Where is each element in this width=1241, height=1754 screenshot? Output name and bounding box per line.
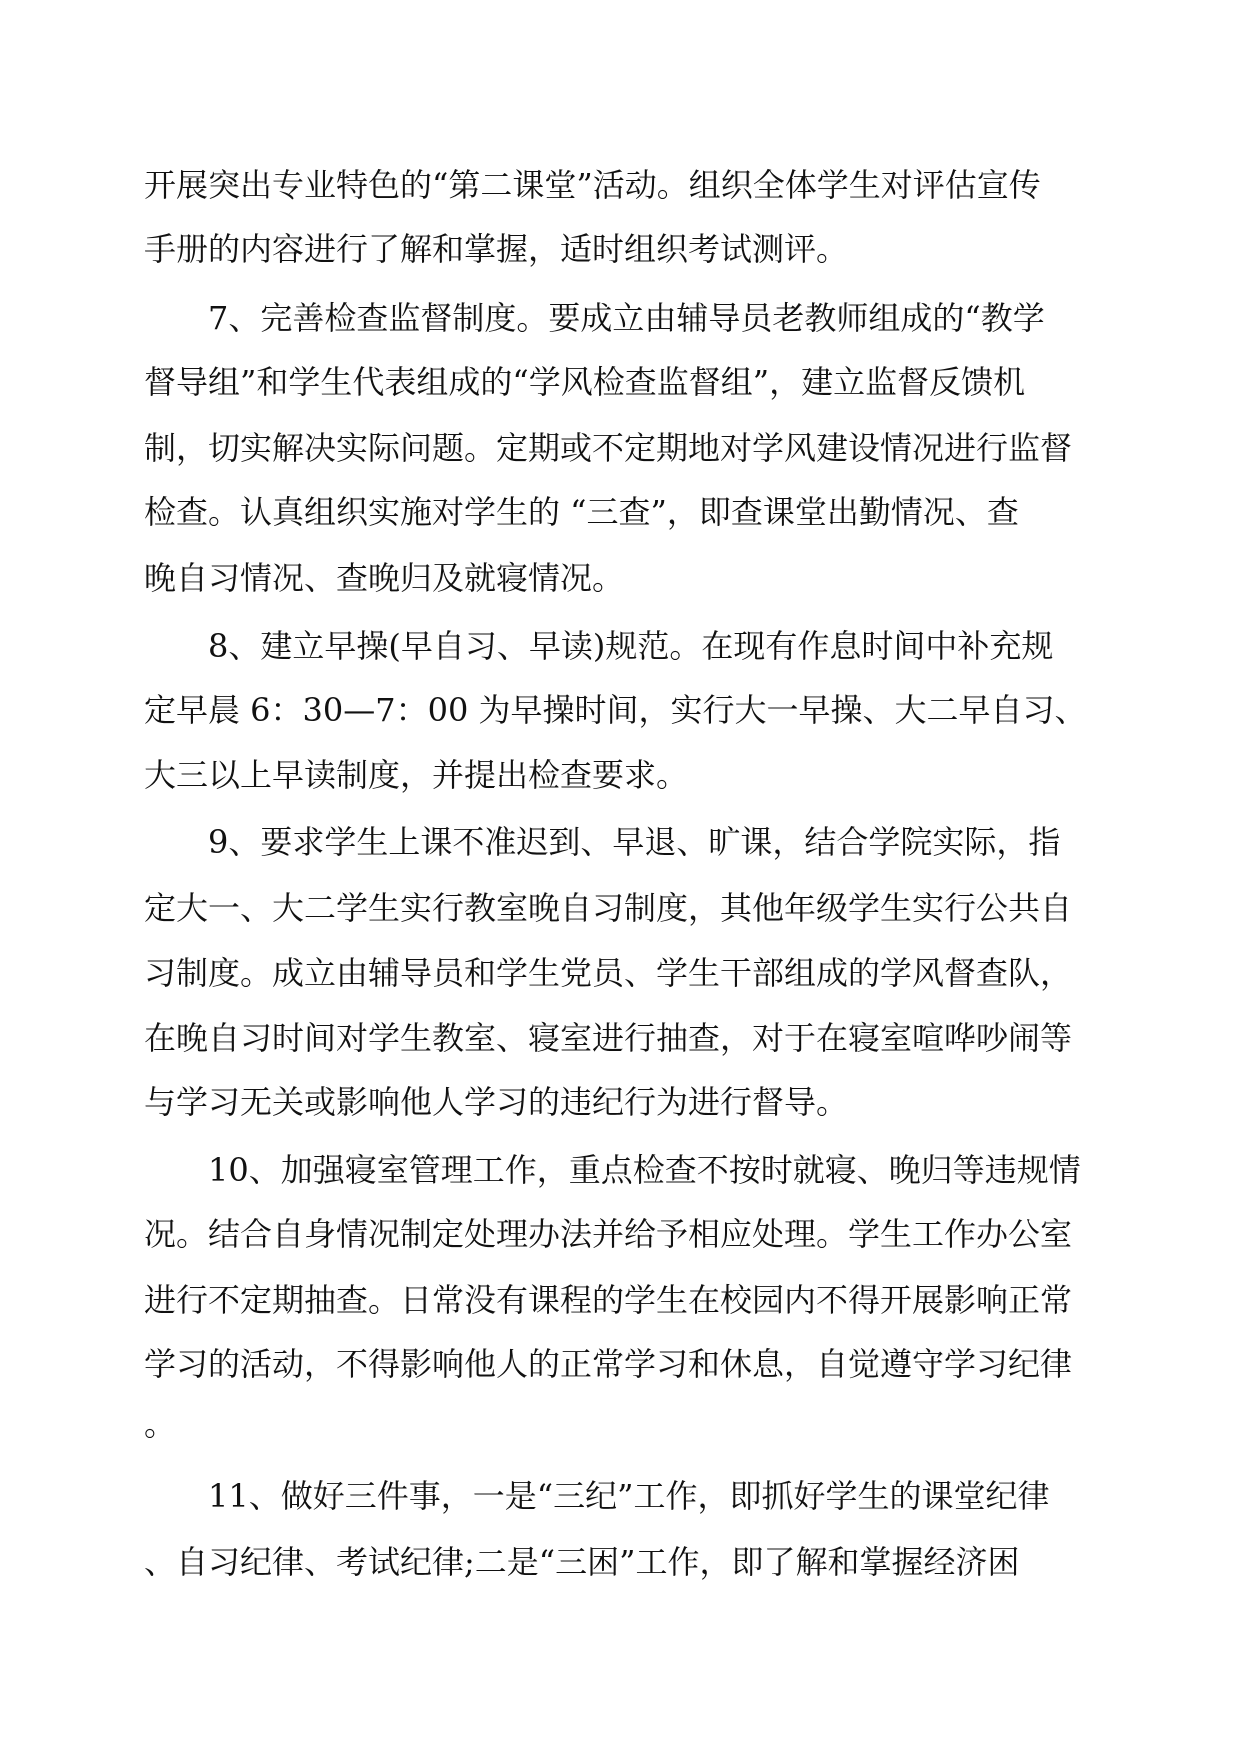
text-line: 检查。认真组织实施对学生的 “三查”，即查课堂出勤情况、查 bbox=[144, 493, 1019, 531]
text-line: 制，切实解决实际问题。定期或不定期地对学风建设情况进行监督 bbox=[144, 429, 1073, 467]
text-line: 与学习无关或影响他人学习的违纪行为进行督导。 bbox=[144, 1083, 849, 1121]
text-line: 学习的活动，不得影响他人的正常学习和休息，自觉遵守学习纪律 bbox=[144, 1345, 1073, 1383]
text-line: 7、完善检查监督制度。要成立由辅导员老教师组成的“教学 bbox=[208, 299, 1045, 337]
text-line: 况。结合自身情况制定处理办法并给予相应处理。学生工作办公室 bbox=[144, 1215, 1073, 1253]
text-line: 进行不定期抽查。日常没有课程的学生在校园内不得开展影响正常 bbox=[144, 1281, 1073, 1319]
text-line: 在晚自习时间对学生教室、寝室进行抽查，对于在寝室喧哗吵闹等 bbox=[144, 1019, 1073, 1057]
text-line: 、自习纪律、考试纪律;二是“三困”工作，即了解和掌握经济困 bbox=[144, 1543, 1020, 1581]
text-line: 定大一、大二学生实行教室晚自习制度，其他年级学生实行公共自 bbox=[144, 889, 1073, 927]
text-line: 晚自习情况、查晚归及就寝情况。 bbox=[144, 559, 625, 597]
text-line: 督导组”和学生代表组成的“学风检查监督组”，建立监督反馈机 bbox=[144, 363, 1026, 401]
text-line: 11、做好三件事，一是“三纪”工作，即抓好学生的课堂纪律 bbox=[208, 1477, 1050, 1515]
text-line: 大三以上早读制度，并提出检查要求。 bbox=[144, 756, 689, 794]
text-line: 开展突出专业特色的“第二课堂”活动。组织全体学生对评估宣传 bbox=[144, 166, 1041, 204]
text-line: 8、建立早操(早自习、早读)规范。在现有作息时间中补充规 bbox=[208, 627, 1054, 665]
text-line: 10、加强寝室管理工作，重点检查不按时就寝、晚归等违规情 bbox=[208, 1151, 1081, 1189]
text-line: 定早晨 6：30—7：00 为早操时间，实行大一早操、大二早自习、 bbox=[144, 691, 1087, 729]
text-line: 。 bbox=[144, 1405, 177, 1443]
text-line: 9、要求学生上课不准迟到、早退、旷课，结合学院实际，指 bbox=[208, 823, 1061, 861]
text-line: 手册的内容进行了解和掌握，适时组织考试测评。 bbox=[144, 230, 849, 268]
text-line: 习制度。成立由辅导员和学生党员、学生干部组成的学风督查队， bbox=[144, 954, 1073, 992]
